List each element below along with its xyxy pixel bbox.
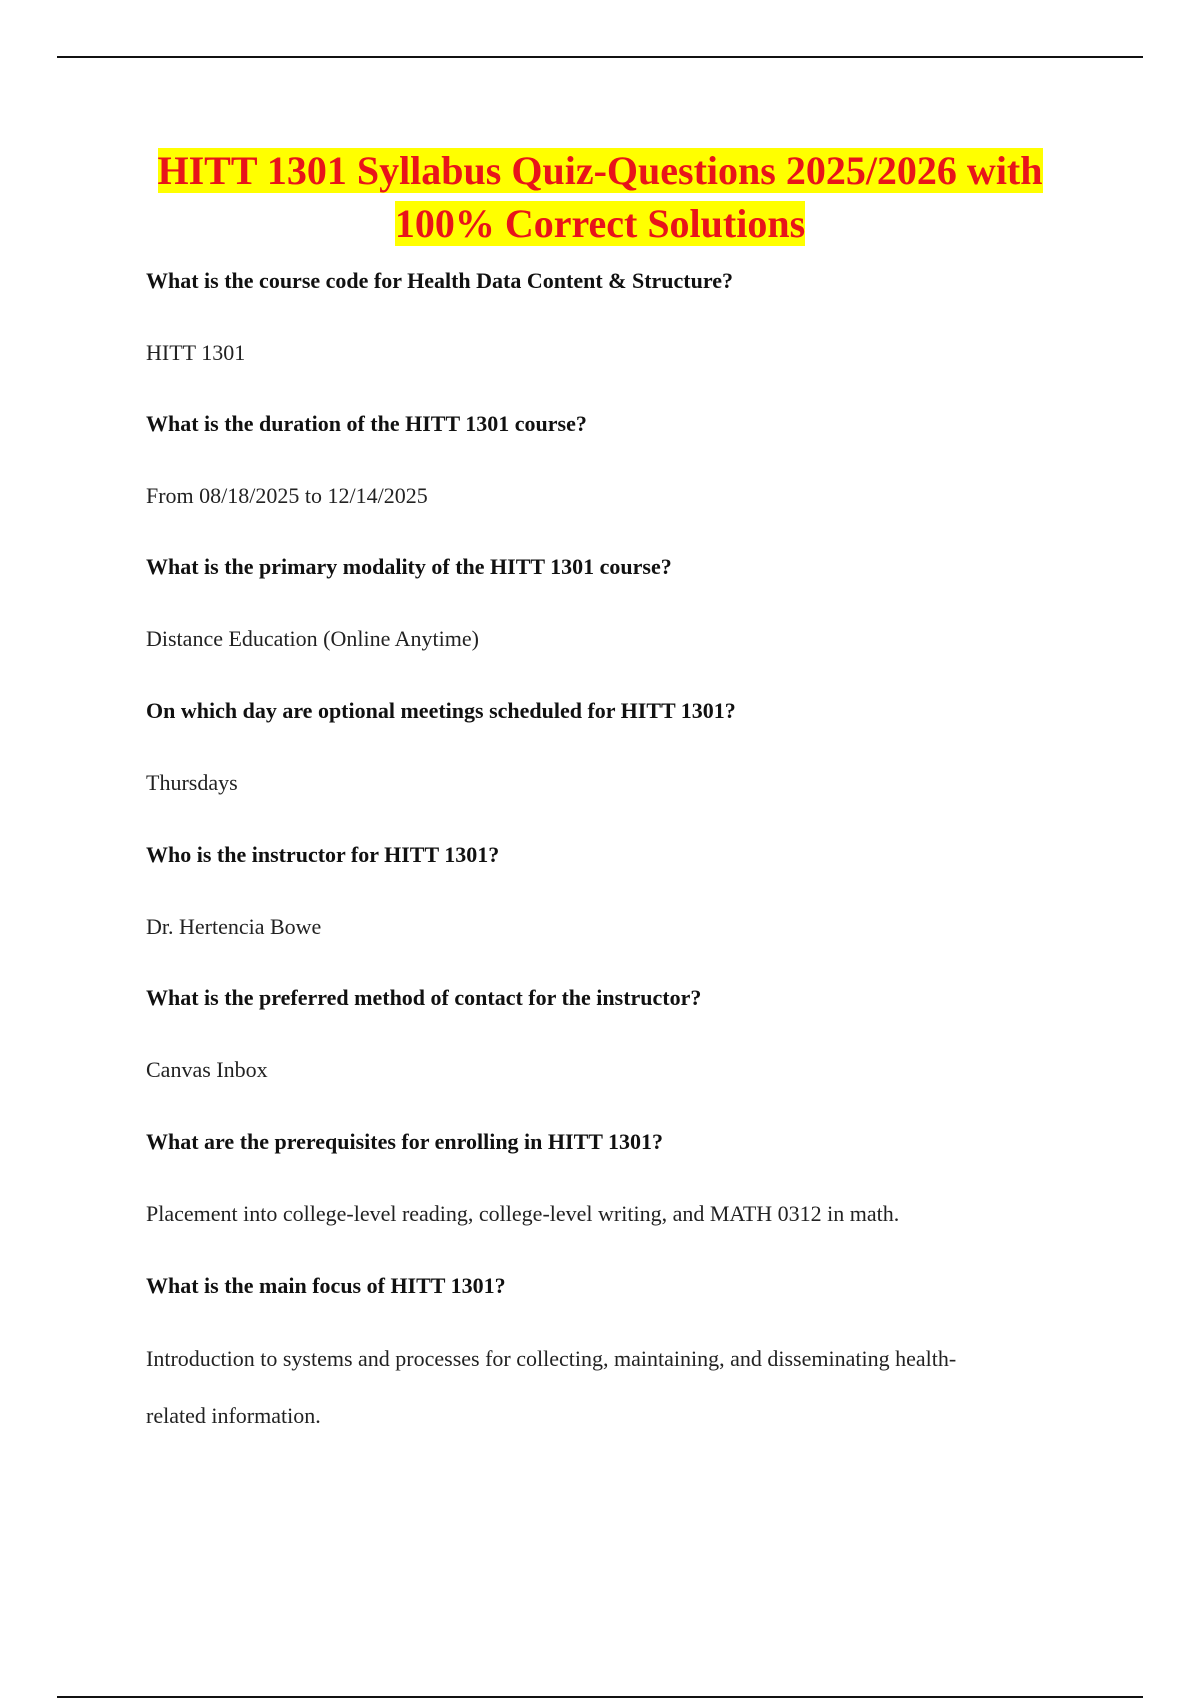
question-text: What is the course code for Health Data Content & Structure? <box>146 268 733 293</box>
qa-item-5 <box>146 841 1066 941</box>
qa-item-3 <box>146 553 1066 653</box>
answer-text: Dr. Hertencia Bowe <box>146 914 322 939</box>
question-text: What is the main focus of HITT 1301? <box>146 1273 506 1298</box>
question-text: On which day are optional meetings scheduled for HITT 1301? <box>146 698 736 723</box>
qa-item-6 <box>146 984 1066 1084</box>
answer-text: From 08/18/2025 to 12/14/2025 <box>146 483 428 508</box>
qa-item-1 <box>146 267 1066 367</box>
question-text: Who is the instructor for HITT 1301? <box>146 842 500 867</box>
document-title <box>100 144 1100 250</box>
answer-text: Thursdays <box>146 770 238 795</box>
answer-line-2: related information. <box>146 1403 321 1428</box>
answer-text: Canvas Inbox <box>146 1057 268 1082</box>
title-line-1: HITT 1301 Syllabus Quiz-Questions 2025/2026 with <box>157 148 1043 193</box>
question-text: What is the duration of the HITT 1301 course? <box>146 411 587 436</box>
question-text: What are the prerequisites for enrolling in HITT 1301? <box>146 1129 664 1154</box>
answer-text: Distance Education (Online Anytime) <box>146 626 479 651</box>
qa-item-2 <box>146 410 1066 510</box>
qa-item-7 <box>146 1128 1066 1228</box>
top-rule <box>57 56 1143 58</box>
bottom-rule <box>57 1696 1143 1698</box>
question-text: What is the preferred method of contact for the instructor? <box>146 985 702 1010</box>
title-line-2: 100% Correct Solutions <box>394 201 806 246</box>
answer-text: Placement into college-level reading, college-level writing, and MATH 0312 in math. <box>146 1201 900 1226</box>
qa-item-8 <box>146 1272 1066 1444</box>
answer-text: HITT 1301 <box>146 340 246 365</box>
question-text: What is the primary modality of the HITT 1301 course? <box>146 554 672 579</box>
answer-text <box>146 1330 1066 1444</box>
answer-line-1: Introduction to systems and processes for collecting, maintaining, and disseminating health- <box>146 1346 957 1371</box>
qa-item-4 <box>146 697 1066 797</box>
